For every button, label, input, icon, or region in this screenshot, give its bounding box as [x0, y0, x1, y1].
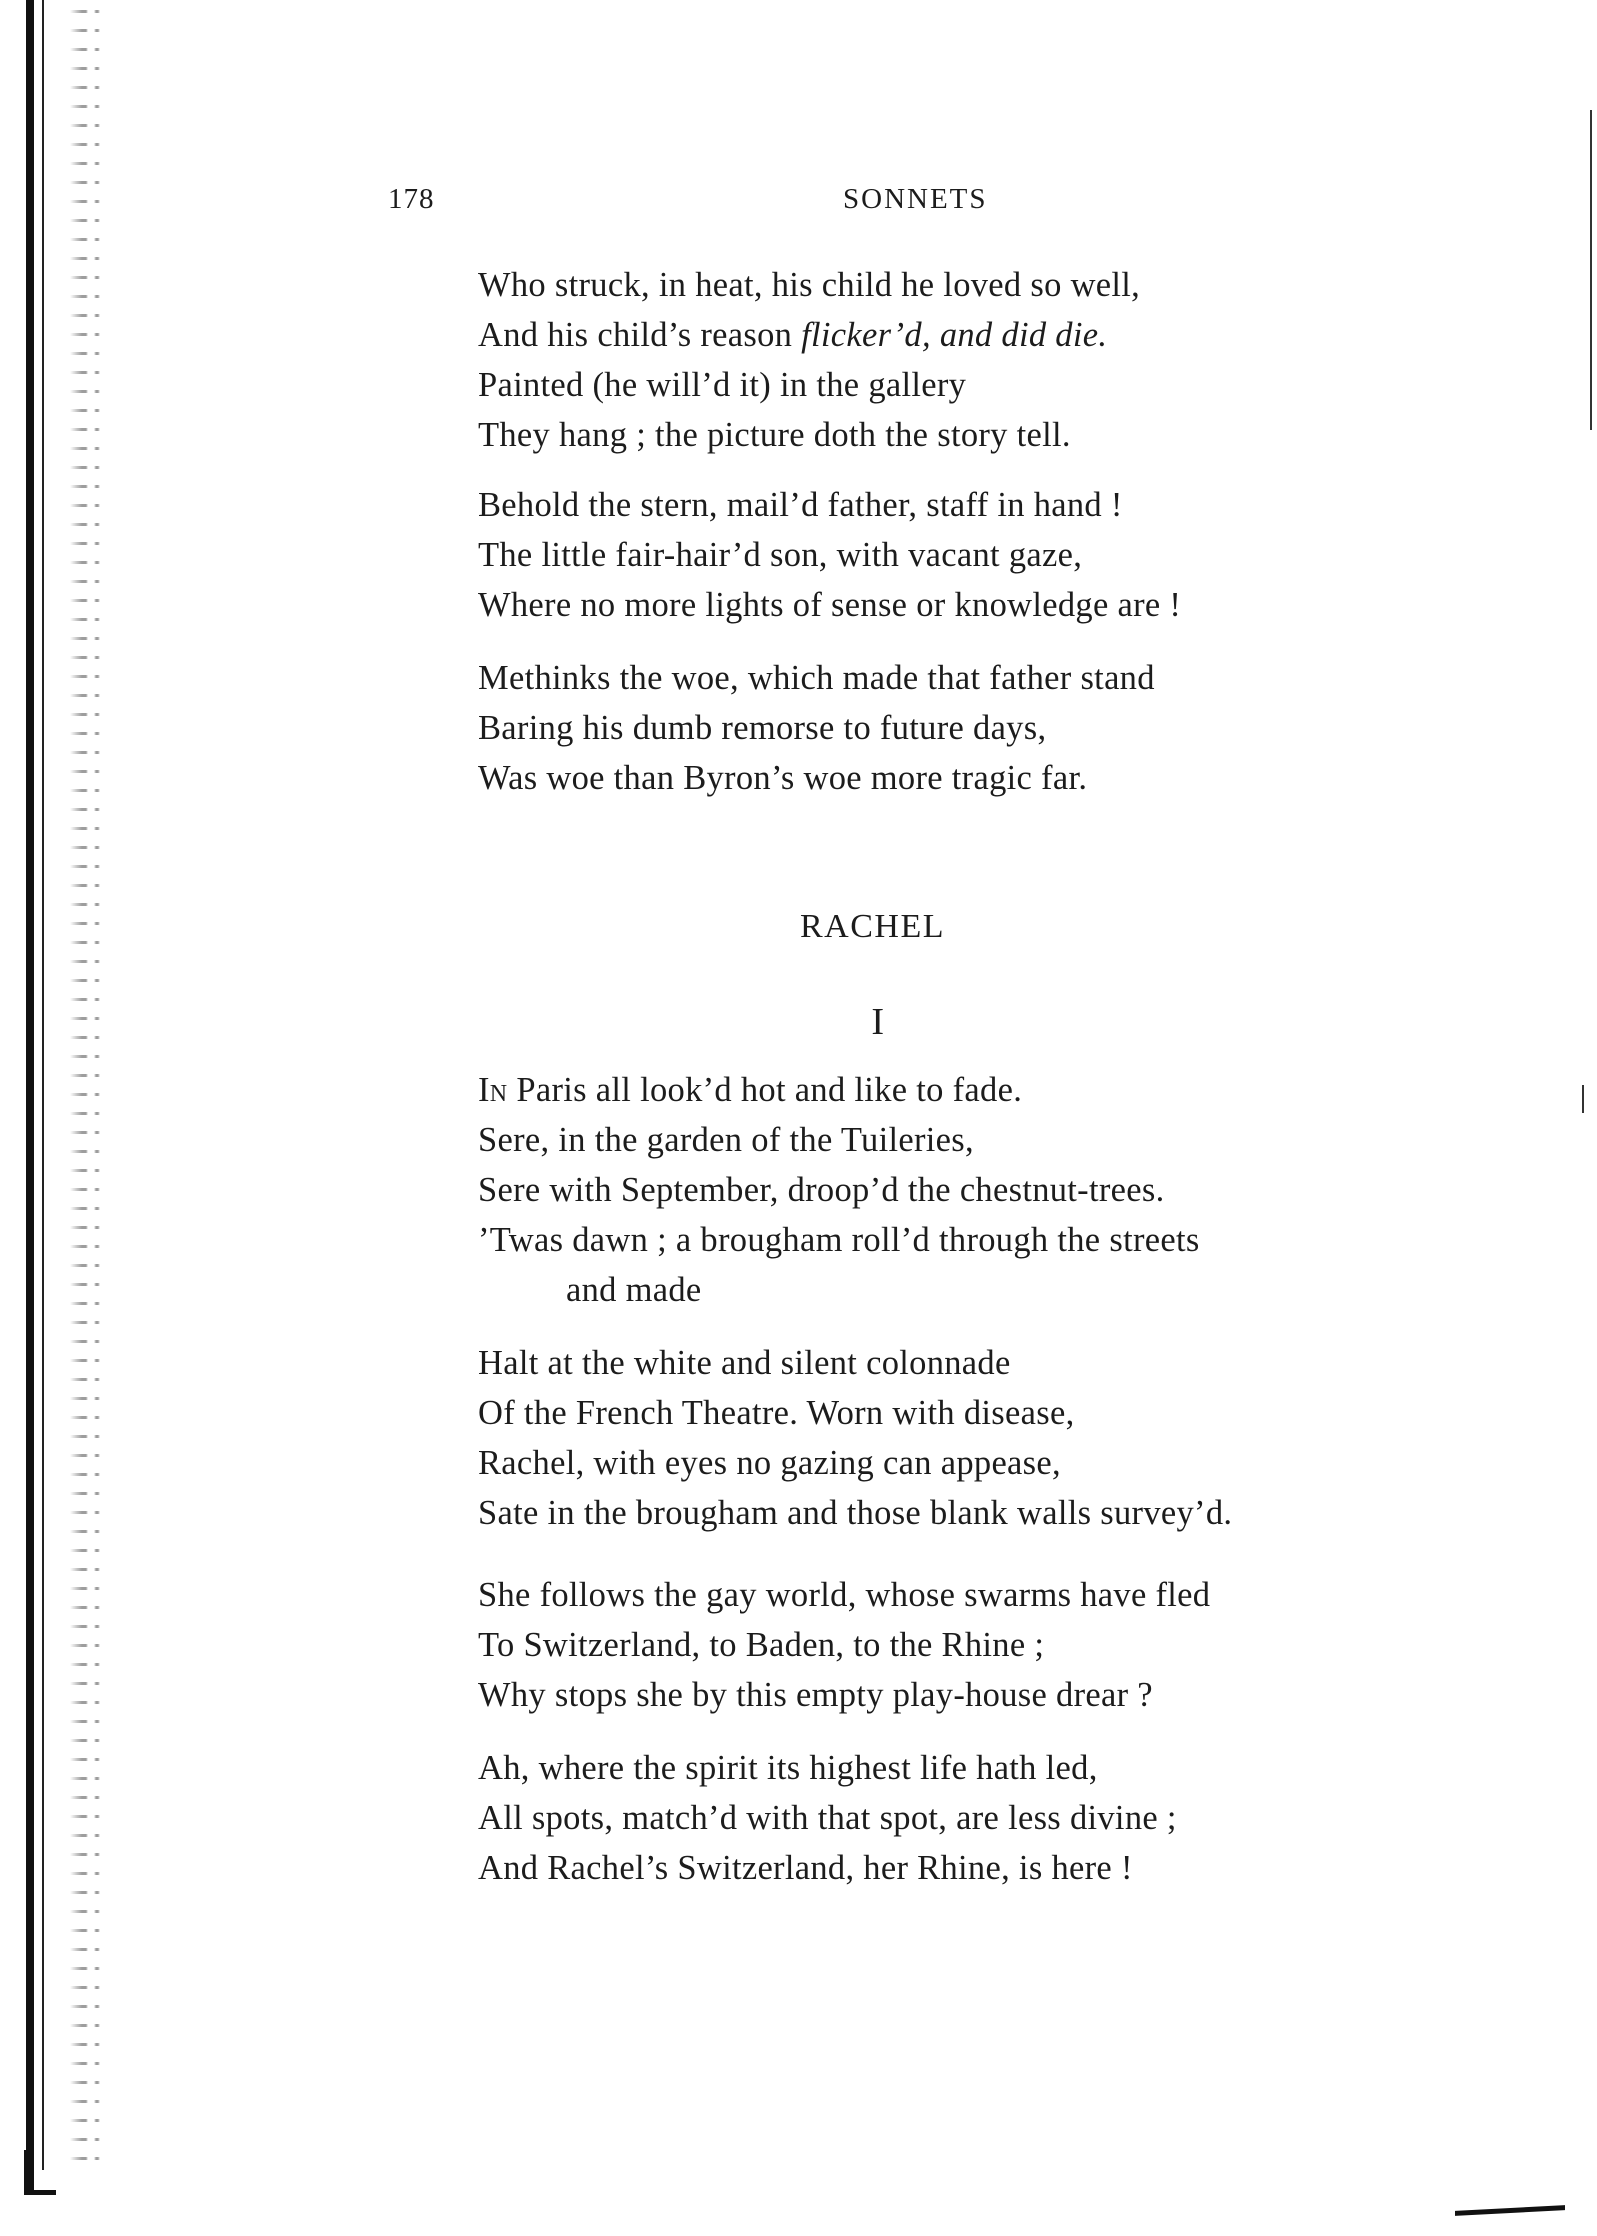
running-title: SONNETS: [843, 183, 988, 215]
gutter-speckle: [70, 10, 110, 2160]
verse-line: Methinks the woe, which made that father stand: [478, 659, 1155, 697]
stanza-continuation-2: [478, 480, 1181, 630]
bottom-right-mark: [1455, 2205, 1565, 2216]
bottom-left-mark: [24, 2150, 56, 2195]
stanza-continuation-3: [478, 653, 1155, 803]
verse-line: Painted (he will’d it) in the gallery: [478, 366, 967, 404]
verse-line: ’Twas dawn ; a brougham roll’d through the streets: [478, 1221, 1200, 1259]
verse-line: And Rachel’s Switzerland, her Rhine, is here !: [478, 1849, 1133, 1887]
first-line-rest: Paris all look’d hot and like to fade.: [507, 1071, 1023, 1109]
running-head: [0, 183, 1597, 223]
right-edge-line: [1590, 110, 1592, 430]
verse-line: Sere, in the garden of the Tuileries,: [478, 1121, 974, 1159]
verse-line: Rachel, with eyes no gazing can appease,: [478, 1444, 1061, 1482]
verse-line: Behold the stern, mail’d father, staff in hand !: [478, 486, 1123, 524]
verse-line: To Switzerland, to Baden, to the Rhine ;: [478, 1626, 1045, 1664]
binding-line: [42, 0, 44, 2170]
verse-line: All spots, match’d with that spot, are less divine ;: [478, 1799, 1177, 1837]
verse-line: Was woe than Byron’s woe more tragic far.: [478, 759, 1088, 797]
verse-line-first: [478, 1065, 1200, 1115]
verse-line: Where no more lights of sense or knowledge are !: [478, 586, 1182, 624]
verse-line: Sate in the brougham and those blank walls survey’d.: [478, 1494, 1233, 1532]
poem-title: RACHEL: [800, 908, 945, 945]
page-number: 178: [388, 183, 435, 215]
rachel-stanza-4: [478, 1743, 1177, 1893]
verse-line: She follows the gay world, whose swarms have fled: [478, 1576, 1211, 1614]
verse-line: Baring his dumb remorse to future days,: [478, 709, 1047, 747]
verse-line: They hang ; the picture doth the story tell.: [478, 416, 1071, 454]
verse-line-turnover: and made: [566, 1271, 702, 1309]
opening-word: In: [478, 1071, 508, 1109]
right-edge-tick: [1582, 1085, 1584, 1113]
stanza-continuation-1: [478, 260, 1140, 460]
poem-part-numeral: I: [871, 1001, 886, 1043]
rachel-stanza-3: [478, 1570, 1210, 1720]
verse-line: Halt at the white and silent colonnade: [478, 1344, 1011, 1382]
verse-line: Sere with September, droop’d the chestnut-trees.: [478, 1171, 1165, 1209]
verse-line: Of the French Theatre. Worn with disease,: [478, 1394, 1075, 1432]
verse-line: The little fair-hair’d son, with vacant gaze,: [478, 536, 1083, 574]
binding-shadow: [26, 0, 34, 2190]
verse-line: Ah, where the spirit its highest life hath led,: [478, 1749, 1098, 1787]
verse-line: Who struck, in heat, his child he loved so well,: [478, 266, 1141, 304]
verse-line: Why stops she by this empty play-house drear ?: [478, 1676, 1153, 1714]
verse-emphasis: flicker’d, and did die.: [801, 316, 1108, 354]
verse-line: And his child’s reason flicker’d, and did die.: [478, 316, 1108, 354]
rachel-stanza-2: [478, 1338, 1232, 1538]
rachel-stanza-1: [478, 1065, 1200, 1315]
